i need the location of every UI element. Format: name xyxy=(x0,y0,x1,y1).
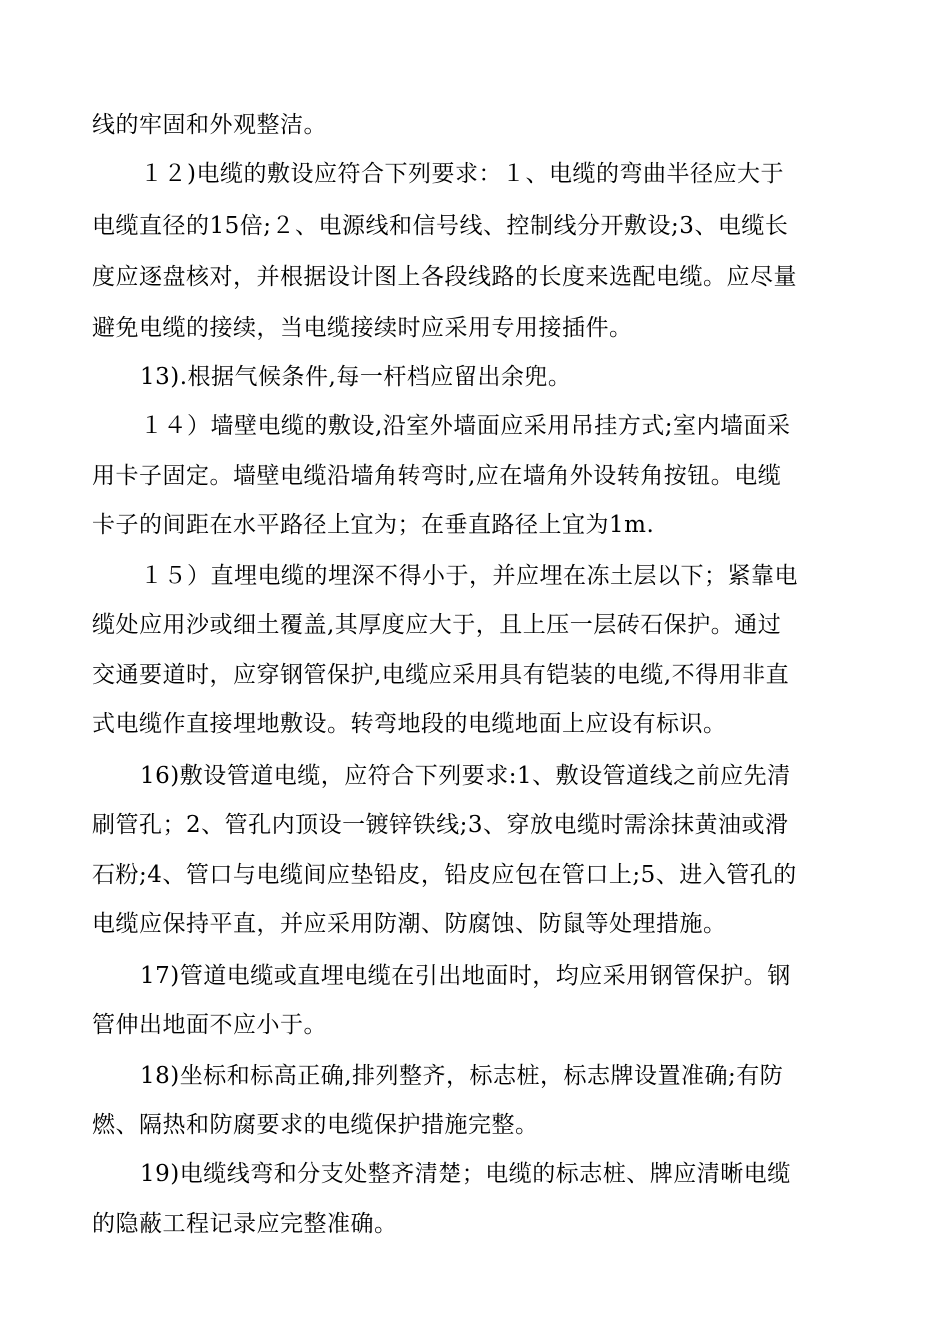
text-line: 线的牢固和外观整洁。 xyxy=(92,112,327,138)
text-line: 卡子的间距在水平路径上宜为；在垂直路径上宜为1m. xyxy=(92,512,655,538)
text-line: 电缆应保持平直，并应采用防潮、防腐蚀、防鼠等处理措施。 xyxy=(92,911,727,937)
text-line: 避免电缆的接续，当电缆接续时应采用专用接插件。 xyxy=(92,315,633,341)
text-line: 石粉;4、管口与电缆间应垫铅皮，铅皮应包在管口上;5、进入管孔的 xyxy=(92,862,797,888)
text-line: 17)管道电缆或直埋电缆在引出地面时，均应采用钢管保护。钢 xyxy=(140,963,791,989)
text-line: 燃、隔热和防腐要求的电缆保护措施完整。 xyxy=(92,1112,539,1138)
text-line: 电缆直径的15倍;２、电源线和信号线、控制线分开敷设;3、电缆长 xyxy=(92,213,789,239)
text-line: 刷管孔；2、管孔内顶设一镀锌铁线;3、穿放电缆时需涂抹黄油或滑 xyxy=(92,812,789,838)
text-line: 18)坐标和标高正确,排列整齐，标志桩，标志牌设置准确;有防 xyxy=(140,1063,784,1089)
text-line: １４）墙壁电缆的敷设,沿室外墙面应采用吊挂方式;室内墙面采 xyxy=(140,413,791,439)
text-line: 管伸出地面不应小于。 xyxy=(92,1012,327,1038)
text-line: １５）直埋电缆的埋深不得小于，并应埋在冻土层以下；紧靠电 xyxy=(140,563,798,589)
text-line: 度应逐盘核对，并根据设计图上各段线路的长度来选配电缆。应尽量 xyxy=(92,264,797,290)
text-line: 交通要道时，应穿钢管保护,电缆应采用具有铠装的电缆,不得用非直 xyxy=(92,662,790,688)
text-line: 式电缆作直接埋地敷设。转弯地段的电缆地面上应设有标识。 xyxy=(92,711,727,737)
text-line: 的隐蔽工程记录应完整准确。 xyxy=(92,1211,398,1237)
text-line: 19)电缆线弯和分支处整齐清楚；电缆的标志桩、牌应清晰电缆 xyxy=(140,1161,791,1187)
text-line: １２)电缆的敷设应符合下列要求：１、电缆的弯曲半径应大于 xyxy=(140,161,784,187)
text-line: 用卡子固定。墙壁电缆沿墙角转弯时,应在墙角外设转角按钮。电缆 xyxy=(92,463,782,489)
text-line: 缆处应用沙或细土覆盖,其厚度应大于，且上压一层砖石保护。通过 xyxy=(92,612,782,638)
text-line: 13).根据气候条件,每一杆档应留出余兜。 xyxy=(140,364,572,390)
text-line: 16)敷设管道电缆，应符合下列要求:1、敷设管道线之前应先清 xyxy=(140,763,791,789)
